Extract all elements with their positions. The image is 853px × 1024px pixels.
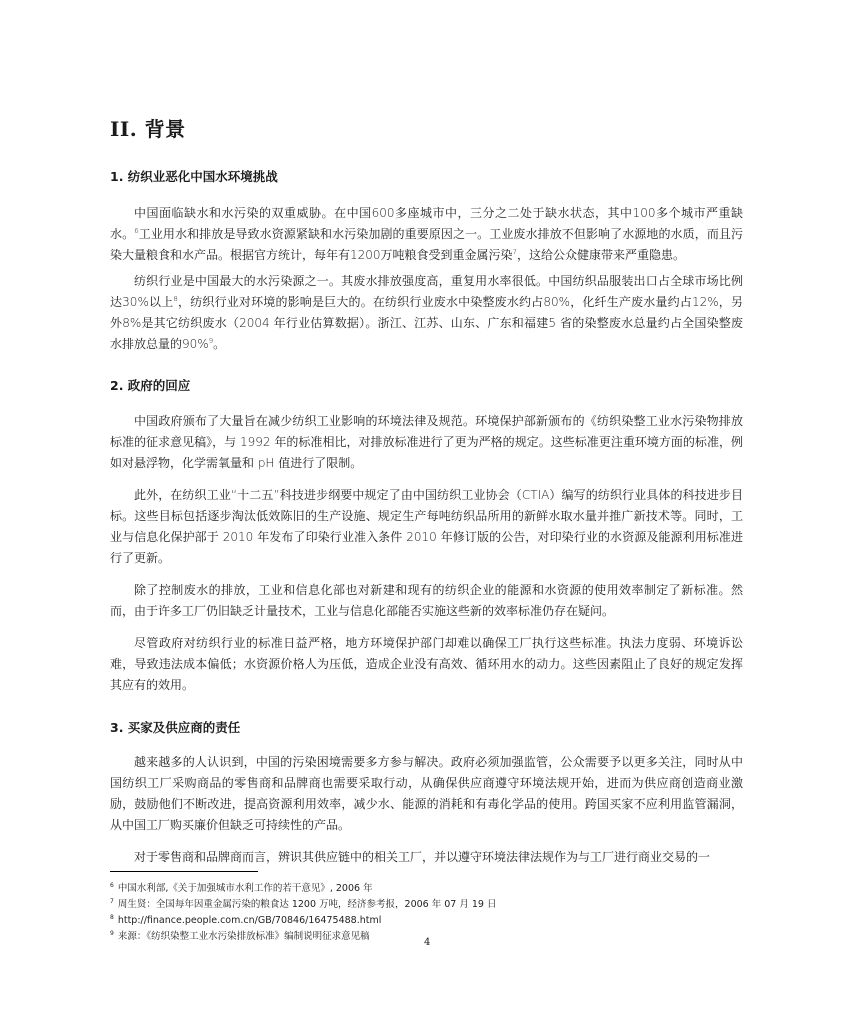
footnote-divider xyxy=(110,871,258,872)
footnotes xyxy=(110,879,750,944)
footnote-8: $^8$ http://finance.people.com.cn/GB/70846/16475488.html xyxy=(110,914,382,927)
page-number: 4 xyxy=(424,937,431,948)
footnote-ref-9[interactable]: 9 xyxy=(208,337,214,345)
paragraph-3-1: 越来越多的人认识到，中国的污染困境需要多方参与解决。政府必须加强监管，公众需要予以更多关注，同时从中国纺织工厂采购商品的零售商和品牌商也需要采取行动，从确保供应商遵守环境法规开始，进而为供应商创造商业激励，鼓励他们不断改进，提高资源利用效率，减少水、能源的消耗和有毒化学品的使用。跨国买家不应利用监管漏洞，从中国工厂购买廉价但缺乏可持续性的产品。 xyxy=(110,755,743,832)
paragraph-1-2: 纺织行业是中国最大的水污染源之一。其废水排放强度高，重复用水率很低。中国纺织品服装出口占全球市场比例达30%以上$^8$，纺织行业对环境的影响是巨大的。在纺织行业废水中染整废水约占80%，化纤生产废水量约占12%，另外8%是其它纺织废水（2004 年行业估算数据）。浙江、江苏、山东、广东和福建5 省的染整废水总量约占全国染整废水排放总量的90%$^9$。 xyxy=(110,274,743,351)
paragraph-3-2: 对于零售商和品牌商而言，辨识其供应链中的相关工厂，并以遵守环境法律法规作为与工厂进行商业交易的一 xyxy=(134,850,711,864)
footnote-7: $^7$ 周生贤：全国每年因重金属污染的粮食达 1200 万吨，经济参考报，2006 年 07 月 19 日 xyxy=(110,898,497,911)
footnote-6: $^6$ 中国水利部,《关于加强城市水利工作的若干意见》, 2006 年 xyxy=(110,882,373,895)
footnote-ref-6[interactable]: 6 xyxy=(134,227,139,235)
section-title: II. 背景 xyxy=(110,117,186,141)
heading-section-2: 2. 政府的回应 xyxy=(110,378,191,393)
footnote-9: $^9$ 来源：《纺织染整工业水污染排放标准》编制说明征求意见稿 xyxy=(110,930,370,943)
heading-section-3: 3. 买家及供应商的责任 xyxy=(110,720,241,735)
paragraph-2-1: 中国政府颁布了大量旨在减少纺织工业影响的环境法律及规范。环境保护部新颁布的《纺织染整工业水污染物排放标准的征求意见稿》，与 1992 年的标准相比，对排放标准进行了更为严格的规定。这些标准更注重环境方面的标准，例如对悬浮物，化学需氧量和 pH 值进行了限制。 xyxy=(110,414,743,470)
footnote-link[interactable]: http://finance.people.com.cn/GB/70846/16475488.html xyxy=(117,915,382,927)
paragraph-2-3: 除了控制废水的排放，工业和信息化部也对新建和现有的纺织企业的能源和水资源的使用效率制定了新标准。然而，由于许多工厂仍旧缺乏计量技术，工业与信息化部能否实施这些新的效率标准仍存在疑问。 xyxy=(110,583,743,618)
paragraph-2-4: 尽管政府对纺织行业的标准日益严格，地方环境保护部门却难以确保工厂执行这些标准。执法力度弱、环境诉讼难，导致违法成本偏低；水资源价格人为压低，造成企业没有高效、循环用水的动力。这些因素阻止了良好的规定发挥其应有的效用。 xyxy=(110,636,743,692)
heading-section-1: 1. 纺织业恶化中国水环境挑战 xyxy=(110,169,278,184)
paragraph-1-1: 中国面临缺水和水污染的双重威胁。在中国600多座城市中，三分之二处于缺水状态，其中100多个城市严重缺水。$^6$工业用水和排放是导致水资源紧缺和水污染加剧的重要原因之一。工业废水排放不但影响了水源地的水质，而且污染大量粮食和水产品。根据官方统计，每年有1200万吨粮食受到重金属污染$^7$，这给公众健康带来严重隐患。 xyxy=(110,206,743,262)
paragraph-2-2: 此外，在纺织工业“十二五”科技进步纲要中规定了由中国纺织工业协会（CTIA）编写的纺织行业具体的科技进步目标。这些目标包括逐步淘汰低效陈旧的生产设施、规定生产每吨纺织品所用的新鲜水取水量并推广新技术等。同时，工业与信息化保护部于 2010 年发布了印染行业准入条件 2010 年修订版的公告，对印染行业的水资源及能源利用标准进行了更新。 xyxy=(110,488,743,565)
footnote-ref-7[interactable]: 7 xyxy=(512,248,518,256)
footnote-ref-8[interactable]: 8 xyxy=(173,295,178,303)
